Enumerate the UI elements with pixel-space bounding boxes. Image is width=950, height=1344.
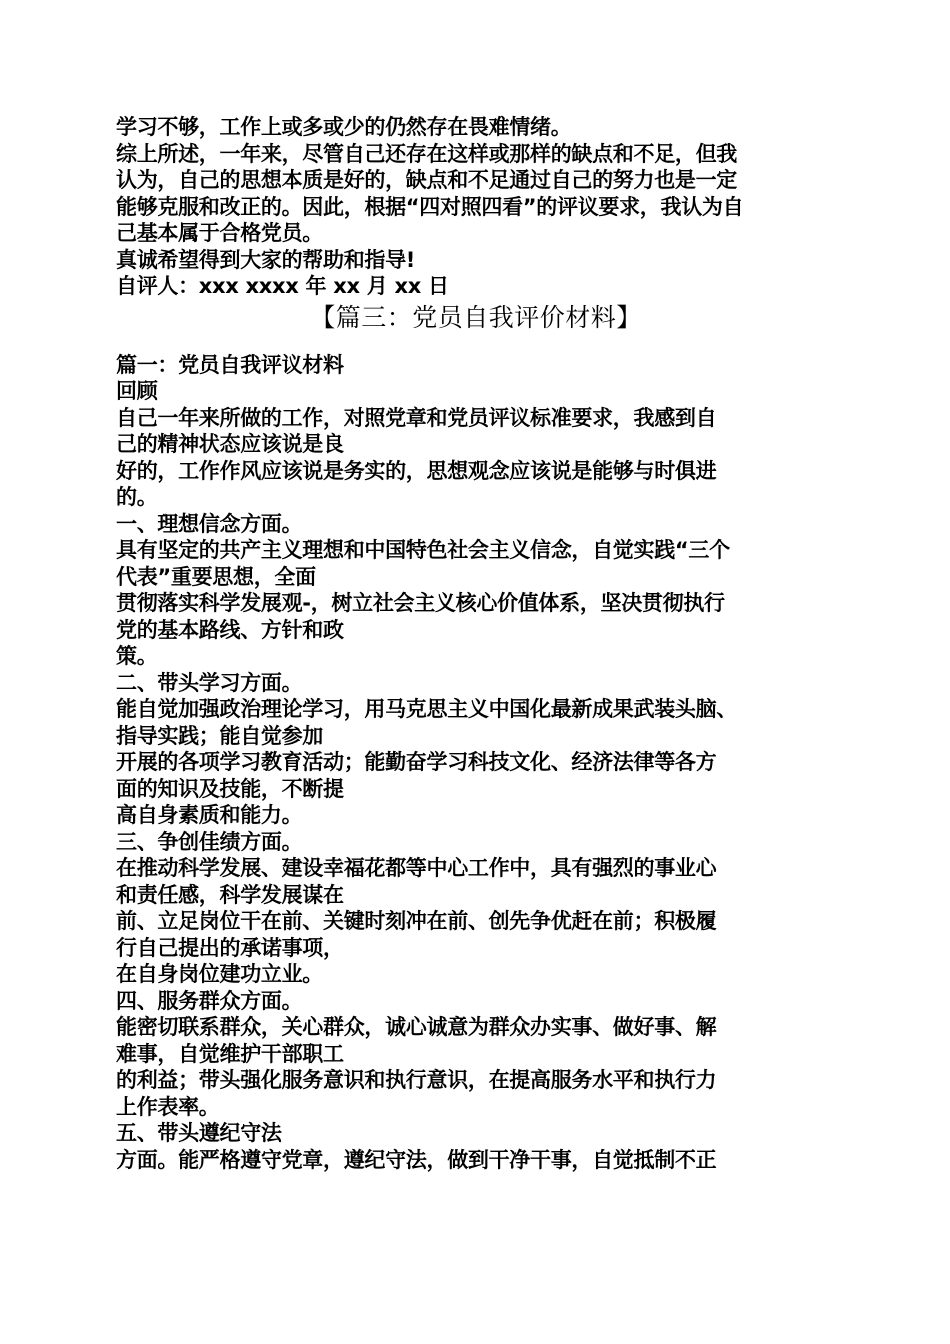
text-line: 自评人：xxx xxxx 年 xx 月 xx 日 (116, 274, 449, 298)
text-line: 能自觉加强政治理论学习，用马克思主义中国化最新成果武装头脑、 (116, 697, 737, 721)
text-line: 己的精神状态应该说是良 (116, 432, 344, 456)
text-line: 行自己提出的承诺事项， (116, 935, 344, 960)
text-line: 指导实践；能自觉参加 (116, 723, 323, 748)
top-paragraphs (116, 114, 836, 300)
text-line: 和责任感，科学发展谋在 (116, 882, 344, 907)
text-line: 真诚希望得到大家的帮助和指导! (116, 247, 416, 272)
text-line: 五、带头遵纪守法 (116, 1121, 282, 1145)
text-line: 面的知识及技能，不断提 (116, 776, 344, 801)
text-line: 学习不够，工作上或多或少的仍然存在畏难情绪。 (116, 115, 572, 139)
text-line: 高自身素质和能力。 (116, 803, 303, 827)
text-line: 能密切联系群众，关心群众，诚心诚意为群众办实事、做好事、解 (116, 1015, 717, 1039)
text-line: 三、争创佳绩方面。 (116, 829, 303, 854)
text-line: 好的，工作作风应该说是务实的，思想观念应该说是能够与时俱进 (116, 458, 717, 483)
text-line: 在推动科学发展、建设幸福花都等中心工作中，具有强烈的事业心 (116, 856, 717, 880)
text-line: 己基本属于合格党员。 (116, 221, 323, 245)
text-line: 在自身岗位建功立业。 (116, 962, 323, 986)
text-line: 难事，自觉维护干部职工 (116, 1041, 344, 1066)
text-line: 四、服务群众方面。 (116, 988, 303, 1013)
text-line: 二、带头学习方面。 (116, 670, 303, 695)
text-line: 策。 (116, 644, 158, 668)
text-line: 一、理想信念方面。 (116, 511, 303, 536)
document-page (116, 114, 836, 1173)
text-line: 代表”重要思想，全面 (116, 564, 316, 589)
text-line: 前、立足岗位干在前、关键时刻冲在前、创先争优赶在前；积极履 (116, 909, 717, 933)
text-line: 贯彻落实科学发展观-，树立社会主义核心价值体系，坚决贯彻执行 (116, 591, 725, 615)
text-line: 上作表率。 (116, 1094, 220, 1119)
text-line: 认为，自己的思想本质是好的，缺点和不足通过自己的努力也是一定 (116, 168, 737, 192)
text-line: 开展的各项学习教育活动；能勤奋学习科技文化、经济法律等各方 (116, 750, 717, 774)
text-line: 自己一年来所做的工作，对照党章和党员评议标准要求，我感到自 (116, 405, 717, 430)
text-line: 能够克服和改正的。因此，根据“四对照四看”的评议要求，我认为自 (116, 194, 744, 219)
body-paragraphs (116, 352, 836, 1174)
text-line: 的利益；带头强化服务意识和执行意识，在提高服务水平和执行力 (116, 1068, 717, 1092)
text-line: 的。 (116, 485, 158, 509)
text-line: 具有坚定的共产主义理想和中国特色社会主义信念，自觉实践“三个 (116, 538, 730, 562)
text-line: 方面。能严格遵守党章，遵纪守法，做到干净干事，自觉抵制不正 (116, 1147, 717, 1172)
text-line: 篇一：党员自我评议材料 (116, 352, 344, 377)
text-line: 综上所述，一年来，尽管自己还存在这样或那样的缺点和不足，但我 (116, 141, 737, 166)
text-line: 回顾 (116, 379, 158, 403)
section-title: 【篇三：党员自我评价材料】 (310, 302, 642, 332)
text-line: 党的基本路线、方针和政 (116, 617, 344, 642)
